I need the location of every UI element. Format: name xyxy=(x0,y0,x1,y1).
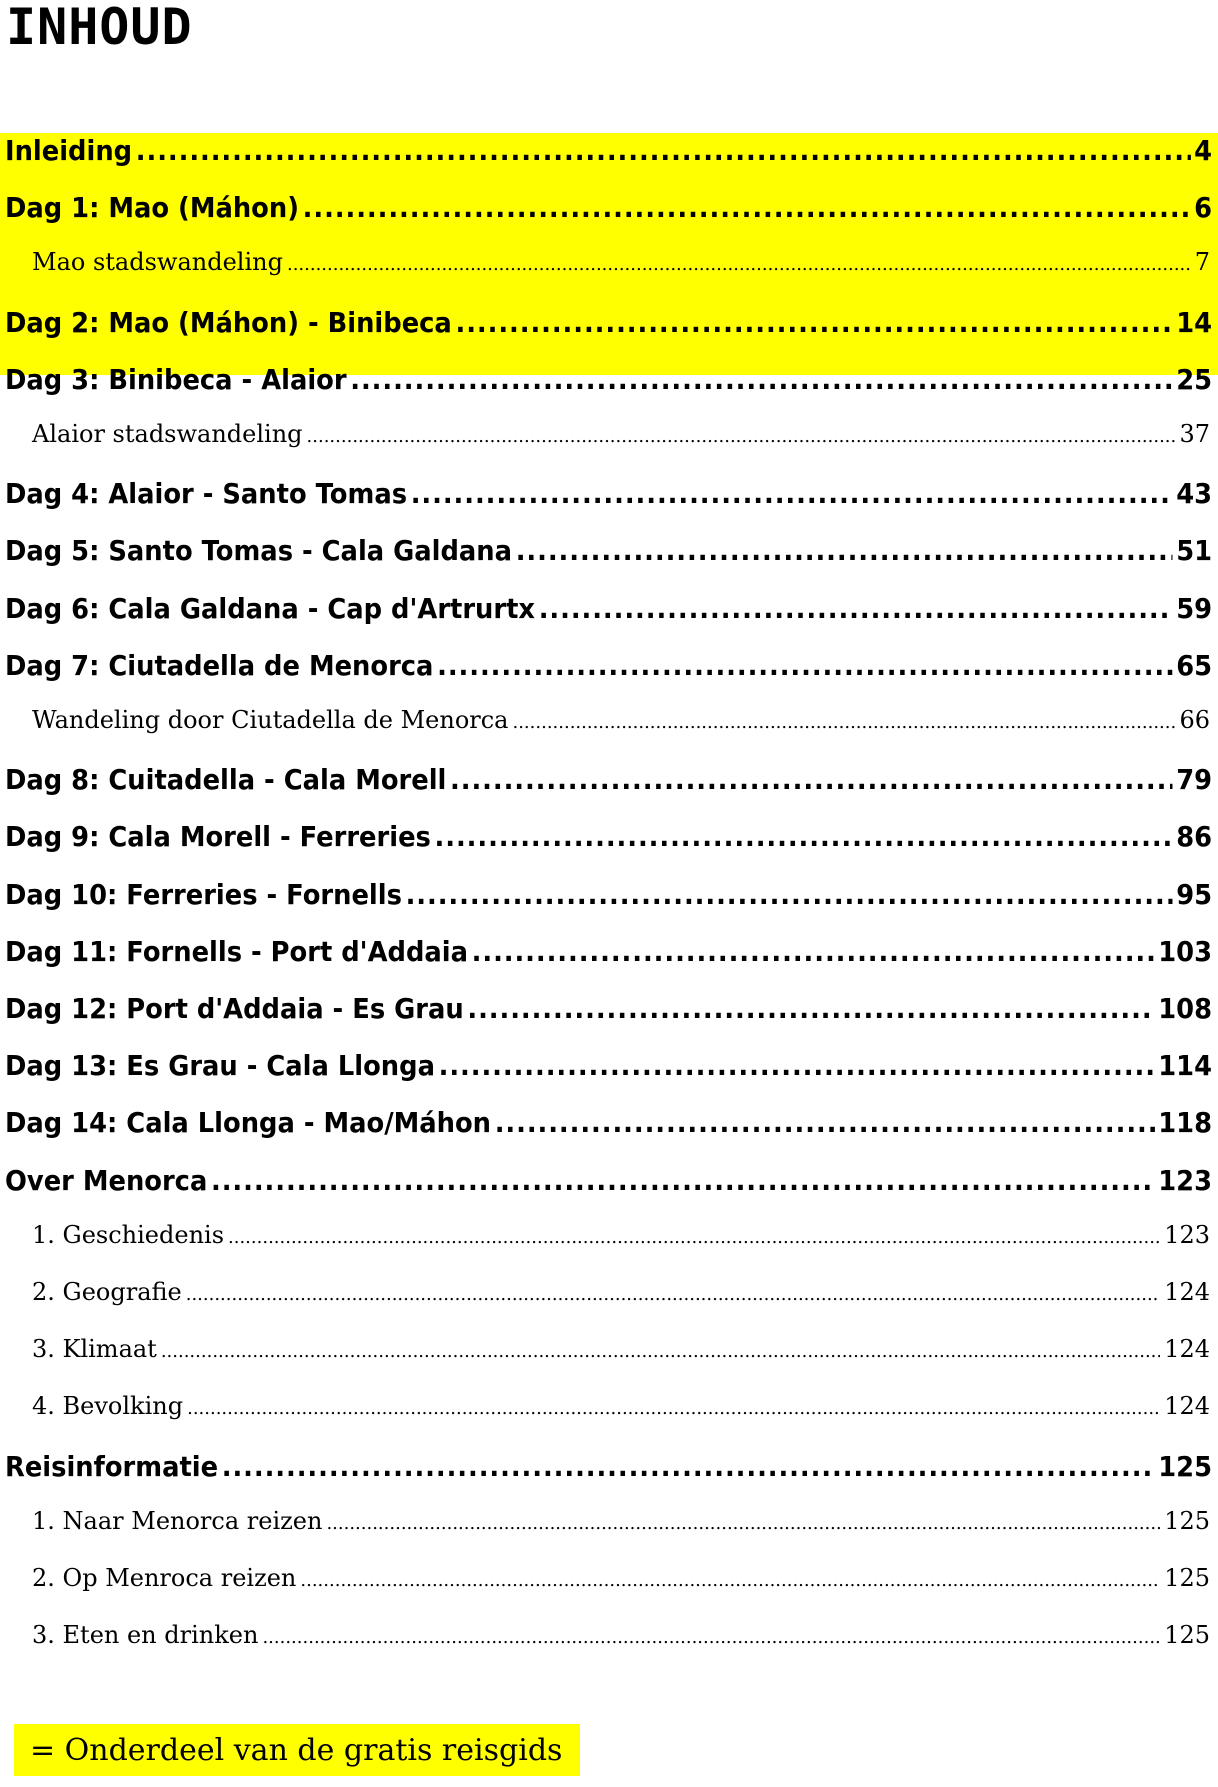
toc-entry-label: 1. Geschiedenis xyxy=(32,1220,225,1249)
toc-entry-label: Dag 4: Alaior - Santo Tomas xyxy=(5,477,408,511)
toc-entry[interactable] xyxy=(5,534,1212,574)
toc-entry-page: 123 xyxy=(1164,1220,1210,1249)
toc-entry-page: 6 xyxy=(1194,191,1213,225)
toc-entry-page: 95 xyxy=(1176,877,1213,911)
toc-leader-dots xyxy=(467,992,1154,1025)
toc-entry[interactable] xyxy=(32,1621,1210,1661)
toc-entry-page: 79 xyxy=(1176,763,1213,797)
toc-entry-label: Inleiding xyxy=(5,134,133,167)
toc-entry[interactable] xyxy=(32,1507,1210,1547)
toc-leader-dots xyxy=(437,649,1172,682)
toc-entry-label: 2. Geografie xyxy=(32,1278,182,1306)
toc-entry-label: Wandeling door Ciutadella de Menorca xyxy=(32,706,509,734)
toc-entry-page: 86 xyxy=(1176,820,1213,854)
toc-entry[interactable] xyxy=(5,363,1212,403)
toc-entry-label: Over Menorca xyxy=(5,1163,208,1197)
toc-entry-page: 124 xyxy=(1164,1278,1210,1306)
toc-entry[interactable] xyxy=(32,420,1210,460)
toc-entry-page: 125 xyxy=(1158,1449,1213,1483)
toc-leader-dots xyxy=(450,763,1172,796)
toc-entry-page: 125 xyxy=(1164,1564,1210,1592)
legend-text: = Onderdeel van de gratis reisgids xyxy=(30,1732,563,1768)
toc-entry-page: 108 xyxy=(1158,992,1213,1025)
toc-leader-dots xyxy=(495,1106,1155,1139)
toc-entry[interactable] xyxy=(5,649,1212,689)
toc-entry[interactable] xyxy=(32,1335,1210,1375)
toc-entry[interactable] xyxy=(5,191,1212,231)
toc-leader-dots xyxy=(326,1507,1160,1535)
toc-entry-page: 51 xyxy=(1176,534,1213,568)
page-title: INHOUD xyxy=(6,0,193,56)
toc-leader-dots xyxy=(406,878,1173,911)
toc-entry-page: 125 xyxy=(1164,1506,1210,1535)
toc-entry-page: 66 xyxy=(1179,706,1210,734)
toc-entry-page: 114 xyxy=(1158,1049,1213,1083)
toc-leader-dots xyxy=(516,534,1173,567)
toc-leader-dots xyxy=(287,248,1191,276)
toc-entry[interactable] xyxy=(32,1221,1210,1261)
toc-entry-label: Dag 1: Mao (Máhon) xyxy=(5,191,299,225)
toc-entry[interactable] xyxy=(5,592,1212,632)
toc-entry-page: 7 xyxy=(1194,248,1210,277)
toc-entry-label: Dag 14: Cala Llonga - Mao/Máhon xyxy=(5,1106,492,1140)
toc-leader-dots xyxy=(455,306,1172,339)
toc-entry-page: 123 xyxy=(1158,1163,1213,1197)
toc-entry[interactable] xyxy=(5,878,1212,918)
toc-entry[interactable] xyxy=(5,1049,1212,1089)
toc-leader-dots xyxy=(186,1278,1160,1306)
toc-entry[interactable] xyxy=(32,1392,1210,1432)
toc-leader-dots xyxy=(435,820,1173,853)
toc-entry-label: 4. Bevolking xyxy=(32,1392,184,1421)
toc-leader-dots xyxy=(222,1450,1155,1483)
toc-entry-label: Dag 8: Cuitadella - Cala Morell xyxy=(5,763,447,797)
toc-entry-label: 3. Klimaat xyxy=(32,1335,157,1364)
toc-entry-label: Alaior stadswandeling xyxy=(32,420,303,448)
toc-entry[interactable] xyxy=(32,1564,1210,1604)
toc-entry[interactable] xyxy=(32,248,1210,288)
toc-entry-page: 103 xyxy=(1158,934,1213,968)
toc-entry[interactable] xyxy=(5,763,1212,803)
toc-entry-label: Dag 9: Cala Morell - Ferreries xyxy=(5,820,431,854)
toc-leader-dots xyxy=(187,1392,1160,1420)
toc-leader-dots xyxy=(439,1049,1155,1082)
toc-entry-page: 43 xyxy=(1176,477,1213,511)
toc-entry[interactable] xyxy=(5,477,1212,517)
toc-leader-dots xyxy=(472,935,1155,968)
toc-entry-label: Dag 3: Binibeca - Alaior xyxy=(5,362,347,396)
toc-entry-page: 37 xyxy=(1179,420,1210,448)
toc-entry-label: Dag 11: Fornells - Port d'Addaia xyxy=(5,934,468,968)
toc-entry-page: 118 xyxy=(1158,1106,1213,1140)
toc-leader-dots xyxy=(136,134,1191,167)
toc-entry[interactable] xyxy=(5,820,1212,860)
toc-entry-label: Dag 7: Ciutadella de Menorca xyxy=(5,648,434,682)
toc-leader-dots xyxy=(307,420,1176,448)
toc-leader-dots xyxy=(262,1621,1160,1649)
toc-leader-dots xyxy=(512,706,1175,734)
toc-entry-label: Dag 13: Es Grau - Cala Llonga xyxy=(5,1049,435,1083)
toc-leader-dots xyxy=(161,1335,1160,1363)
toc-entry-label: Dag 10: Ferreries - Fornells xyxy=(5,877,402,911)
toc-entry[interactable] xyxy=(5,134,1212,174)
toc-leader-dots xyxy=(228,1221,1160,1249)
toc-entry-label: 2. Op Menroca reizen xyxy=(32,1564,297,1592)
toc-entry-page: 4 xyxy=(1194,134,1213,167)
toc-entry-label: 3. Eten en drinken xyxy=(32,1621,259,1650)
toc-entry-label: Mao stadswandeling xyxy=(32,248,283,277)
toc-entry-label: Dag 5: Santo Tomas - Cala Galdana xyxy=(5,534,513,568)
toc-entry-page: 124 xyxy=(1164,1335,1210,1364)
toc-entry[interactable] xyxy=(5,1164,1212,1204)
toc-entry-label: Dag 2: Mao (Máhon) - Binibeca xyxy=(5,305,452,339)
toc-entry[interactable] xyxy=(32,1278,1210,1318)
toc-entry[interactable] xyxy=(5,1450,1212,1490)
toc-entry[interactable] xyxy=(32,706,1210,746)
toc-entry-page: 124 xyxy=(1164,1392,1210,1421)
toc-entry-page: 59 xyxy=(1176,591,1213,625)
toc-entry-label: Reisinformatie xyxy=(5,1449,219,1483)
toc-leader-dots xyxy=(350,363,1172,396)
toc-leader-dots xyxy=(300,1564,1160,1592)
toc-entry[interactable] xyxy=(5,306,1212,346)
toc-entry-label: 1. Naar Menorca reizen xyxy=(32,1506,323,1535)
legend-note xyxy=(14,1724,580,1776)
toc-entry[interactable] xyxy=(5,1106,1212,1146)
toc-entry-page: 125 xyxy=(1164,1621,1210,1650)
toc-leader-dots xyxy=(539,592,1173,625)
toc-entry-page: 14 xyxy=(1176,305,1213,339)
toc-leader-dots xyxy=(303,191,1191,224)
toc-entry-label: Dag 6: Cala Galdana - Cap d'Artrurtx xyxy=(5,591,536,625)
toc-leader-dots xyxy=(211,1164,1155,1197)
toc-entry-label: Dag 12: Port d'Addaia - Es Grau xyxy=(5,992,464,1025)
toc-leader-dots xyxy=(411,477,1173,510)
toc-entry[interactable] xyxy=(5,935,1212,975)
toc-entry-page: 65 xyxy=(1176,648,1213,682)
toc-entry[interactable] xyxy=(5,992,1212,1032)
toc-entry-page: 25 xyxy=(1176,362,1213,396)
